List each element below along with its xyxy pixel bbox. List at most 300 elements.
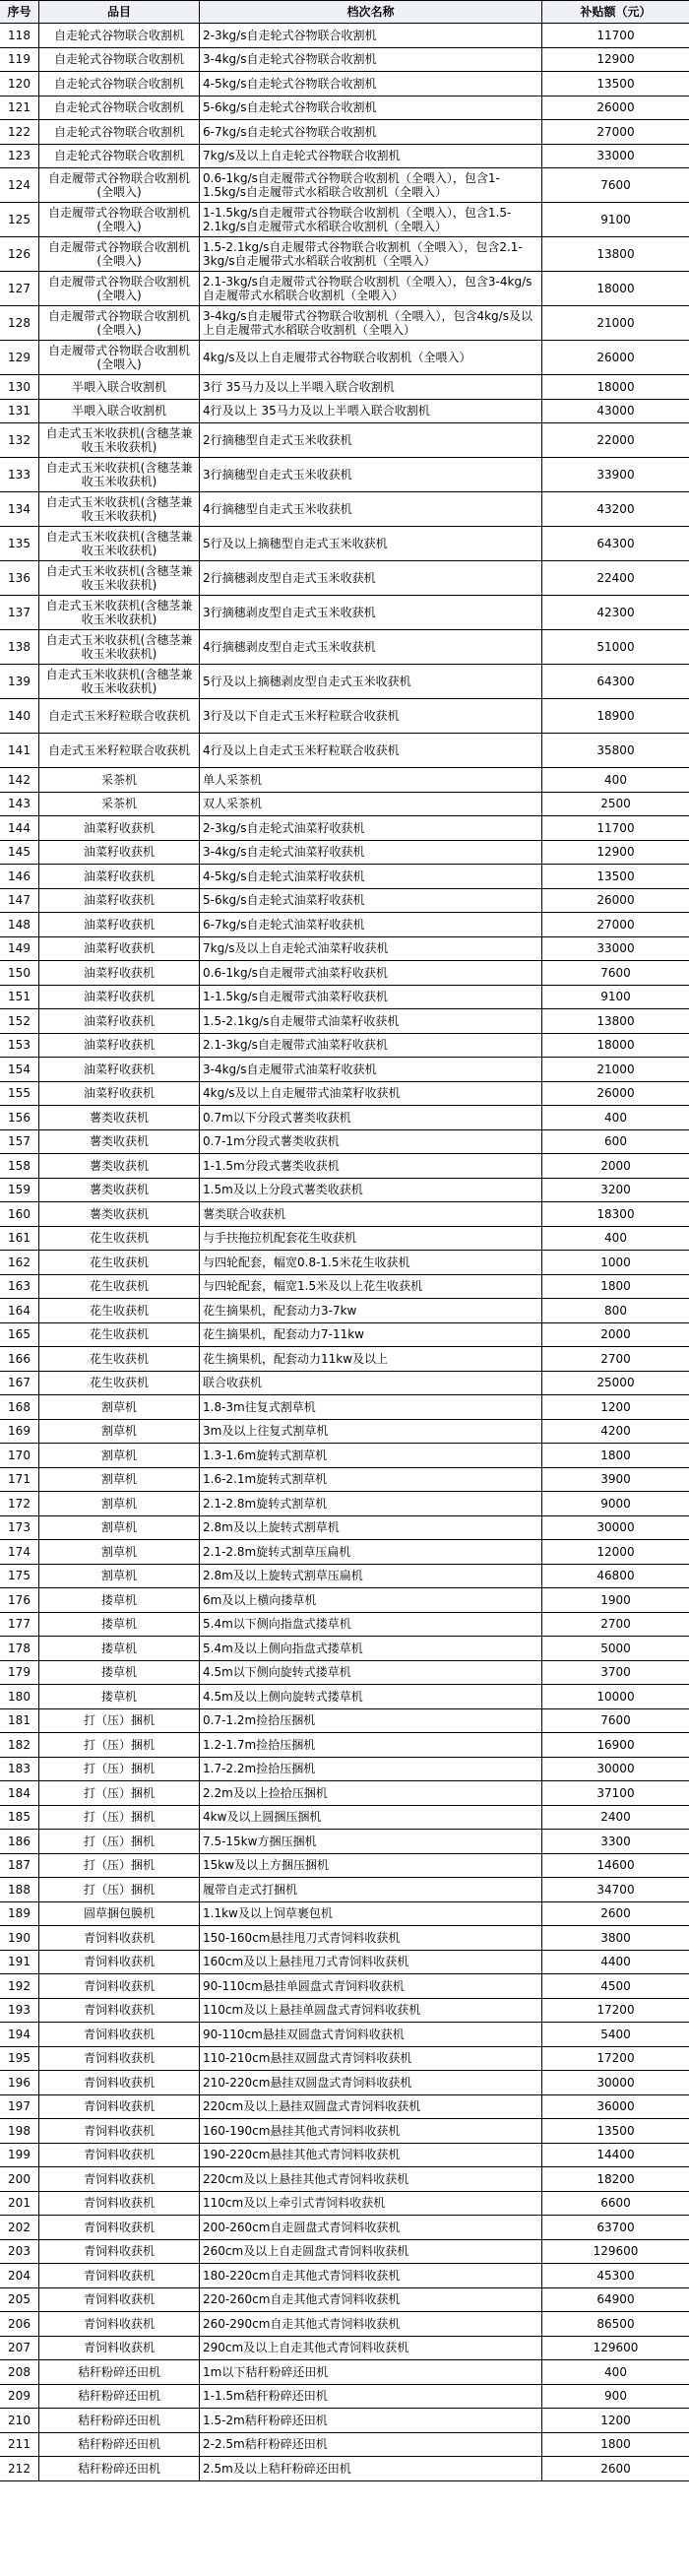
table-row (0, 2457, 689, 2481)
table-row (0, 2337, 689, 2361)
table-row (0, 768, 689, 793)
row-amount: 5000 (600, 1641, 631, 1655)
row-name: 7kg/s及以上自走轮式谷物联合收割机 (200, 145, 542, 168)
table-row (0, 1130, 689, 1155)
row-no: 208 (0, 2360, 39, 2384)
row-name: 5.4m及以上侧向指盘式搂草机 (200, 1637, 542, 1660)
row-name: 履带自走式打捆机 (200, 1878, 542, 1901)
row-no: 137 (0, 596, 39, 629)
row-name: 2行摘穗型自走式玉米收获机 (200, 423, 542, 457)
row-category: 薯类收获机 (39, 1179, 200, 1202)
row-no: 140 (0, 699, 39, 733)
row-category: 薯类收获机 (39, 1154, 200, 1178)
table-row (0, 1420, 689, 1445)
row-name: 2.8m及以上旋转式割草压扁机 (200, 1565, 542, 1588)
row-amount: 1200 (600, 2413, 631, 2427)
row-category: 油菜籽收获机 (39, 1058, 200, 1081)
row-category: 油菜籽收获机 (39, 1009, 200, 1033)
table-row (0, 841, 689, 866)
row-category: 油菜籽收获机 (39, 841, 200, 865)
table-row (0, 2192, 689, 2217)
row-amount: 12000 (596, 1544, 635, 1559)
row-no: 191 (0, 1951, 39, 1974)
row-name: 3-4kg/s自走轮式谷物联合收割机 (200, 48, 542, 72)
row-no: 199 (0, 2144, 39, 2167)
row-no: 179 (0, 1661, 39, 1685)
row-category: 薯类收获机 (39, 1202, 200, 1226)
row-name: 3-4kg/s自走履带式谷物联合收割机（全喂入），包含4kg/s及以上自走履带式水稻联合收割机（全喂入） (200, 306, 542, 340)
row-amount: 30000 (596, 1520, 635, 1535)
row-category: 自走履带式谷物联合收割机(全喂入) (39, 341, 200, 374)
row-category: 青饲料收获机 (39, 2337, 200, 2360)
row-name: 1.3-1.6m旋转式割草机 (200, 1444, 542, 1467)
table-row (0, 145, 689, 169)
row-name: 1.5-2m秸秆粉碎还田机 (200, 2409, 542, 2432)
row-no: 148 (0, 913, 39, 936)
row-no: 193 (0, 1999, 39, 2023)
row-amount: 1800 (600, 1279, 631, 1294)
row-no: 150 (0, 961, 39, 985)
table-row (0, 24, 689, 48)
row-no: 122 (0, 120, 39, 144)
table-row (0, 1878, 689, 1902)
row-category: 青饲料收获机 (39, 2023, 200, 2046)
row-category: 青饲料收获机 (39, 2216, 200, 2239)
row-amount: 33000 (596, 941, 635, 956)
row-category: 青饲料收获机 (39, 2240, 200, 2264)
row-category: 采茶机 (39, 768, 200, 792)
table-row (0, 1372, 689, 1396)
table-row (0, 97, 689, 121)
table-row (0, 458, 689, 492)
row-no: 154 (0, 1058, 39, 1081)
row-name: 2.1-3kg/s自走履带式谷物联合收割机（全喂入），包含3-4kg/s自走履带式水稻联合收割机（全喂入） (200, 272, 542, 305)
row-category: 圆草捆包膜机 (39, 1902, 200, 1926)
row-no: 174 (0, 1540, 39, 1564)
row-no: 129 (0, 341, 39, 374)
table-row (0, 48, 689, 73)
row-category: 油菜籽收获机 (39, 961, 200, 985)
row-category: 自走轮式谷物联合收割机 (39, 72, 200, 96)
row-no: 182 (0, 1733, 39, 1757)
row-no: 212 (0, 2457, 39, 2480)
row-no: 177 (0, 1613, 39, 1637)
row-name: 1-1.5kg/s自走履带式谷物联合收割机（全喂入），包含1.5-2.1kg/s自走履带式水稻联合收割机（全喂入） (200, 203, 542, 236)
row-name: 2.2m及以上捡拾压捆机 (200, 1781, 542, 1805)
row-category: 自走轮式谷物联合收割机 (39, 48, 200, 72)
row-no: 164 (0, 1299, 39, 1322)
row-category: 花生收获机 (39, 1347, 200, 1371)
row-amount: 2000 (600, 1327, 631, 1342)
row-no: 152 (0, 1009, 39, 1033)
row-amount: 2500 (600, 797, 631, 811)
table-row (0, 937, 689, 962)
row-name: 3行摘穗型自走式玉米收获机 (200, 458, 542, 491)
row-name: 110cm及以上牵引式青饲料收获机 (200, 2192, 542, 2216)
row-name: 与四轮配套，幅宽0.8-1.5米花生收获机 (200, 1251, 542, 1274)
row-category: 割草机 (39, 1565, 200, 1588)
table-row (0, 865, 689, 889)
row-category: 割草机 (39, 1395, 200, 1419)
table-row (0, 1492, 689, 1516)
row-category: 油菜籽收获机 (39, 1082, 200, 1106)
table-row (0, 1637, 689, 1661)
table-row (0, 375, 689, 400)
row-no: 207 (0, 2337, 39, 2360)
row-amount: 9100 (600, 213, 631, 226)
row-category: 半喂入联合收割机 (39, 400, 200, 423)
row-category: 青饲料收获机 (39, 1926, 200, 1950)
row-name: 4.5m以下侧向旋转式搂草机 (200, 1661, 542, 1685)
row-no: 176 (0, 1588, 39, 1612)
row-amount: 64300 (596, 537, 635, 550)
row-amount: 1800 (600, 1448, 631, 1462)
row-amount: 45300 (596, 2268, 635, 2283)
row-category: 青饲料收获机 (39, 2264, 200, 2287)
row-category: 自走轮式谷物联合收割机 (39, 97, 200, 120)
row-amount: 600 (604, 1134, 627, 1149)
row-amount: 14600 (596, 1858, 635, 1873)
row-name: 1.6-2.1m旋转式割草机 (200, 1468, 542, 1492)
row-category: 半喂入联合收割机 (39, 375, 200, 399)
row-name: 4-5kg/s自走轮式油菜籽收获机 (200, 865, 542, 888)
table-row (0, 1974, 689, 1999)
row-name: 双人采茶机 (200, 793, 542, 816)
row-amount: 26000 (596, 1086, 635, 1101)
row-amount: 3700 (600, 1665, 631, 1680)
row-no: 138 (0, 630, 39, 664)
row-name: 6-7kg/s自走轮式谷物联合收割机 (200, 120, 542, 144)
row-amount: 34700 (596, 1882, 635, 1897)
row-amount: 42300 (596, 606, 635, 619)
row-amount: 129600 (593, 2244, 639, 2259)
row-category: 自走轮式谷物联合收割机 (39, 120, 200, 144)
row-no: 196 (0, 2071, 39, 2094)
row-amount: 9000 (600, 1496, 631, 1511)
table-row (0, 1830, 689, 1854)
row-name: 2.8m及以上旋转式割草机 (200, 1516, 542, 1540)
table-row (0, 2119, 689, 2144)
table-row (0, 306, 689, 341)
table-row (0, 1323, 689, 1348)
row-category: 自走履带式谷物联合收割机(全喂入) (39, 306, 200, 340)
row-name: 0.7-1m分段式薯类收获机 (200, 1130, 542, 1154)
row-no: 170 (0, 1444, 39, 1467)
row-category: 自走式玉米收获机(含穗茎兼收玉米收获机) (39, 527, 200, 560)
row-name: 4kg/s及以上自走履带式谷物联合收割机（全喂入） (200, 341, 542, 374)
row-category: 自走轮式谷物联合收割机 (39, 24, 200, 47)
row-no: 133 (0, 458, 39, 491)
table-row (0, 1009, 689, 1034)
row-no: 121 (0, 97, 39, 120)
table-row (0, 1202, 689, 1227)
row-category: 自走履带式谷物联合收割机(全喂入) (39, 203, 200, 236)
row-no: 124 (0, 168, 39, 202)
table-row (0, 561, 689, 596)
row-amount: 26000 (596, 893, 635, 908)
table-row (0, 1299, 689, 1323)
row-name: 2.1-2.8m旋转式割草压扁机 (200, 1540, 542, 1564)
header-no: 序号 (0, 1, 39, 23)
row-no: 123 (0, 145, 39, 168)
row-no: 126 (0, 237, 39, 271)
row-category: 打（压）捆机 (39, 1781, 200, 1805)
row-amount: 22000 (596, 433, 635, 447)
row-no: 131 (0, 400, 39, 423)
row-category: 搂草机 (39, 1588, 200, 1612)
table-row (0, 2312, 689, 2337)
row-amount: 400 (604, 1231, 627, 1246)
row-name: 4kg/s及以上自走履带式油菜籽收获机 (200, 1082, 542, 1106)
row-name: 0.7-1.2m捡拾压捆机 (200, 1709, 542, 1733)
row-amount: 3900 (600, 1472, 631, 1487)
row-name: 4.5m及以上侧向旋转式搂草机 (200, 1685, 542, 1708)
row-amount: 64900 (596, 2292, 635, 2307)
row-category: 青饲料收获机 (39, 2095, 200, 2119)
row-name: 2-3kg/s自走轮式谷物联合收割机 (200, 24, 542, 47)
row-amount: 9100 (600, 990, 631, 1004)
row-no: 158 (0, 1154, 39, 1178)
row-no: 145 (0, 841, 39, 865)
row-name: 15kw及以上方捆压捆机 (200, 1854, 542, 1878)
row-category: 割草机 (39, 1468, 200, 1492)
row-name: 2-3kg/s自走轮式油菜籽收获机 (200, 816, 542, 840)
row-no: 135 (0, 527, 39, 560)
row-amount: 6600 (600, 2196, 631, 2211)
row-name: 0.6-1kg/s自走履带式谷物联合收割机（全喂入），包含1-1.5kg/s自走履带式水稻联合收割机（全喂入） (200, 168, 542, 202)
row-no: 172 (0, 1492, 39, 1515)
table-row (0, 734, 689, 768)
row-category: 割草机 (39, 1492, 200, 1515)
row-no: 132 (0, 423, 39, 457)
row-name: 290cm及以上自走其他式青饲料收获机 (200, 2337, 542, 2360)
row-amount: 1200 (600, 1399, 631, 1414)
row-no: 188 (0, 1878, 39, 1901)
row-category: 青饲料收获机 (39, 1999, 200, 2023)
row-amount: 13800 (596, 1013, 635, 1028)
row-name: 7kg/s及以上自走轮式油菜籽收获机 (200, 937, 542, 961)
row-name: 花生摘果机，配套动力11kw及以上 (200, 1347, 542, 1371)
row-category: 割草机 (39, 1516, 200, 1540)
table-row (0, 2095, 689, 2120)
row-name: 90-110cm悬挂单圆盘式青饲料收获机 (200, 1974, 542, 1998)
table-row (0, 1154, 689, 1179)
table-header (0, 0, 689, 24)
table-row (0, 596, 689, 630)
row-name: 4行摘穗型自走式玉米收获机 (200, 492, 542, 526)
row-no: 189 (0, 1902, 39, 1926)
table-row (0, 168, 689, 203)
row-amount: 22400 (596, 571, 635, 585)
table-row (0, 1540, 689, 1565)
row-amount: 18300 (596, 1206, 635, 1221)
table-row (0, 72, 689, 97)
row-name: 5行及以上摘穗型自走式玉米收获机 (200, 527, 542, 560)
row-amount: 11700 (596, 820, 635, 835)
row-amount: 12900 (596, 845, 635, 860)
row-no: 165 (0, 1323, 39, 1347)
table-row (0, 2409, 689, 2433)
table-row (0, 2360, 689, 2385)
row-amount: 2000 (600, 1158, 631, 1173)
row-amount: 51000 (596, 640, 635, 654)
row-amount: 2700 (600, 1351, 631, 1366)
row-no: 186 (0, 1830, 39, 1853)
row-amount: 14400 (596, 2148, 635, 2162)
row-category: 油菜籽收获机 (39, 816, 200, 840)
row-category: 花生收获机 (39, 1227, 200, 1251)
row-amount: 3800 (600, 1930, 631, 1945)
row-name: 薯类联合收获机 (200, 1202, 542, 1226)
row-name: 1-1.5m秸秆粉碎还田机 (200, 2385, 542, 2409)
row-name: 2行摘穗剥皮型自走式玉米收获机 (200, 561, 542, 595)
row-category: 打（压）捆机 (39, 1733, 200, 1757)
table-row (0, 1565, 689, 1589)
row-name: 210-220cm悬挂双圆盘式青饲料收获机 (200, 2071, 542, 2094)
row-name: 160cm及以上悬挂甩刀式青饲料收获机 (200, 1951, 542, 1974)
row-name: 4kw及以上圆捆压捆机 (200, 1806, 542, 1830)
row-amount: 10000 (596, 1689, 635, 1704)
row-category: 油菜籽收获机 (39, 889, 200, 913)
table-row (0, 2047, 689, 2072)
row-amount: 1900 (600, 1592, 631, 1607)
row-category: 油菜籽收获机 (39, 986, 200, 1009)
row-category: 青饲料收获机 (39, 2312, 200, 2336)
row-no: 204 (0, 2264, 39, 2287)
row-no: 171 (0, 1468, 39, 1492)
table-row (0, 1758, 689, 1782)
table-row (0, 341, 689, 375)
row-no: 169 (0, 1420, 39, 1444)
table-row (0, 1227, 689, 1252)
row-name: 4行及以上自走式玉米籽粒联合收获机 (200, 734, 542, 767)
row-amount: 18900 (596, 709, 635, 723)
table-row (0, 699, 689, 734)
table-row (0, 2240, 689, 2265)
row-amount: 18000 (596, 282, 635, 295)
row-category: 青饲料收获机 (39, 2047, 200, 2071)
row-name: 3-4kg/s自走轮式油菜籽收获机 (200, 841, 542, 865)
row-no: 178 (0, 1637, 39, 1660)
row-amount: 4200 (600, 1424, 631, 1439)
row-no: 130 (0, 375, 39, 399)
table-row (0, 527, 689, 561)
row-amount: 18000 (596, 1038, 635, 1053)
row-name: 2.1-3kg/s自走履带式油菜籽收获机 (200, 1034, 542, 1058)
table-row (0, 1685, 689, 1709)
row-name: 3-4kg/s自走履带式油菜籽收获机 (200, 1058, 542, 1081)
row-no: 209 (0, 2385, 39, 2409)
table-row (0, 400, 689, 424)
row-name: 260cm及以上自走圆盘式青饲料收获机 (200, 2240, 542, 2264)
row-category: 青饲料收获机 (39, 2288, 200, 2312)
row-category: 青饲料收获机 (39, 1974, 200, 1998)
row-no: 166 (0, 1347, 39, 1371)
row-no: 197 (0, 2095, 39, 2119)
table-row (0, 665, 689, 699)
row-no: 118 (0, 24, 39, 47)
row-amount: 63700 (596, 2220, 635, 2234)
row-category: 薯类收获机 (39, 1106, 200, 1129)
row-no: 201 (0, 2192, 39, 2216)
row-no: 194 (0, 2023, 39, 2046)
row-no: 155 (0, 1082, 39, 1106)
row-amount: 4400 (600, 1955, 631, 1969)
row-amount: 2600 (600, 1906, 631, 1921)
table-row (0, 816, 689, 841)
row-category: 油菜籽收获机 (39, 913, 200, 936)
row-category: 秸秆粉碎还田机 (39, 2457, 200, 2480)
row-amount: 27000 (596, 124, 635, 139)
row-amount: 21000 (596, 1062, 635, 1076)
row-name: 110-210cm悬挂双圆盘式青饲料收获机 (200, 2047, 542, 2071)
table-row (0, 1106, 689, 1130)
row-category: 打（压）捆机 (39, 1806, 200, 1830)
table-row (0, 1926, 689, 1951)
row-category: 自走式玉米籽粒联合收获机 (39, 699, 200, 733)
row-no: 156 (0, 1106, 39, 1129)
row-name: 与手扶拖拉机配套花生收获机 (200, 1227, 542, 1251)
row-no: 147 (0, 889, 39, 913)
table-row (0, 1806, 689, 1831)
table-row (0, 1613, 689, 1638)
table-row (0, 120, 689, 145)
table-row (0, 961, 689, 986)
table-row (0, 889, 689, 914)
row-no: 160 (0, 1202, 39, 1226)
table-row (0, 203, 689, 237)
row-name: 1.8-3m往复式割草机 (200, 1395, 542, 1419)
table-row (0, 1733, 689, 1758)
row-category: 自走式玉米收获机(含穗茎兼收玉米收获机) (39, 665, 200, 698)
row-no: 144 (0, 816, 39, 840)
row-name: 200-260cm自走圆盘式青饲料收获机 (200, 2216, 542, 2239)
table-row (0, 1661, 689, 1686)
row-no: 127 (0, 272, 39, 305)
table-row (0, 2071, 689, 2095)
row-category: 自走式玉米收获机(含穗茎兼收玉米收获机) (39, 596, 200, 629)
row-amount: 7600 (600, 965, 631, 980)
row-category: 打（压）捆机 (39, 1709, 200, 1733)
row-name: 单人采茶机 (200, 768, 542, 792)
row-no: 161 (0, 1227, 39, 1251)
row-no: 195 (0, 2047, 39, 2071)
row-category: 打（压）捆机 (39, 1758, 200, 1781)
row-no: 125 (0, 203, 39, 236)
table-row (0, 1347, 689, 1372)
table-row (0, 1058, 689, 1082)
row-name: 260-290cm自走其他式青饲料收获机 (200, 2312, 542, 2336)
table-row (0, 2216, 689, 2240)
row-name: 6-7kg/s自走轮式油菜籽收获机 (200, 913, 542, 936)
row-name: 1.5-2.1kg/s自走履带式油菜籽收获机 (200, 1009, 542, 1033)
row-name: 1-1.5m分段式薯类收获机 (200, 1154, 542, 1178)
row-no: 143 (0, 793, 39, 816)
table-row (0, 1951, 689, 1975)
row-name: 5行及以上摘穗剥皮型自走式玉米收获机 (200, 665, 542, 698)
row-name: 220cm及以上悬挂双圆盘式青饲料收获机 (200, 2095, 542, 2119)
row-amount: 7600 (600, 1713, 631, 1728)
row-name: 5-6kg/s自走轮式油菜籽收获机 (200, 889, 542, 913)
row-no: 153 (0, 1034, 39, 1058)
row-amount: 26000 (596, 351, 635, 364)
row-name: 1.7-2.2m捡拾压捆机 (200, 1758, 542, 1781)
row-amount: 2700 (600, 1617, 631, 1632)
row-category: 搂草机 (39, 1661, 200, 1685)
row-amount: 1000 (600, 1255, 631, 1269)
row-amount: 13500 (596, 869, 635, 883)
row-category: 花生收获机 (39, 1299, 200, 1322)
